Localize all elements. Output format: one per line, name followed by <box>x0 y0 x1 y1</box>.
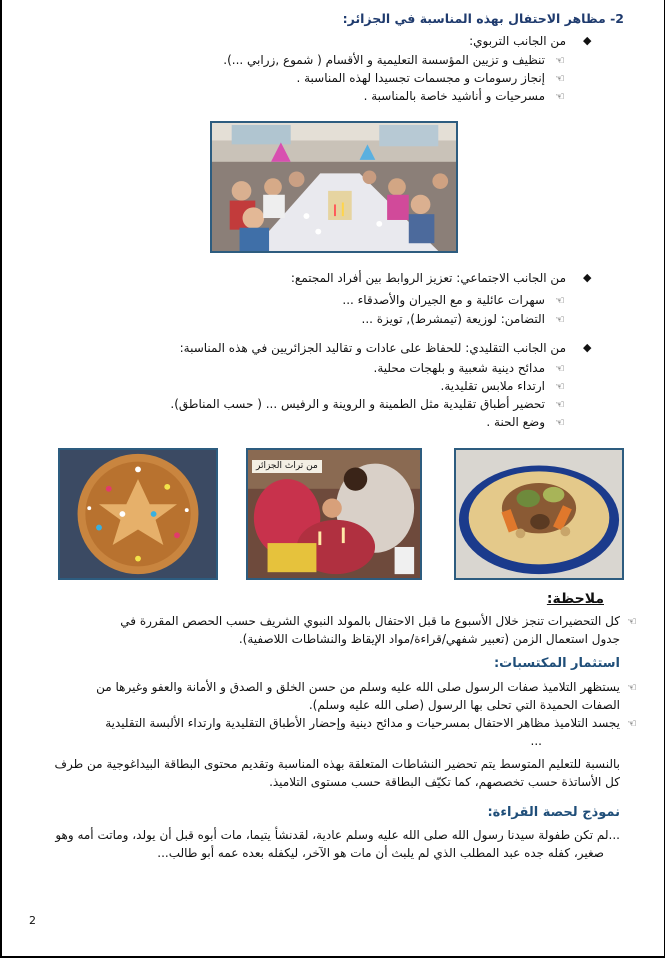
competency-line: يستظهر التلاميذ صفات الرسول صلى الله عليه وسلم من حسن الخلق و الصدق و الأمانة والعفو وغيرها من <box>96 680 620 694</box>
pointing-hand-icon: ☜ <box>555 313 565 326</box>
pointing-hand-icon: ☜ <box>627 681 637 694</box>
pointing-hand-icon: ☜ <box>555 72 565 85</box>
pointing-hand-icon: ☜ <box>555 380 565 393</box>
competencies-heading: استثمار المكتسبات: <box>493 656 620 671</box>
competency-line: الصفات الحميدة التي تحلى بها الرسول (صلى الله عليه وسلم). <box>308 698 620 712</box>
photo-caption: من تراث الجزائر <box>252 460 322 473</box>
reading-line: صغير، كفله جده عبد المطلب الذي لم يلبث أن مات هو الآخر، ليكفله بعده عمه أبو طالب... <box>157 846 604 860</box>
decorated-cake-photo <box>58 448 218 580</box>
reading-heading: نموذج لحصة القراءة: <box>487 805 620 820</box>
social-heading: من الجانب الاجتماعي: تعزيز الروابط بين أفراد المجتمع: <box>290 271 566 285</box>
pointing-hand-icon: ☜ <box>555 362 565 375</box>
pointing-hand-icon: ☜ <box>555 416 565 429</box>
educational-heading: من الجانب التربوي: <box>469 34 566 48</box>
note-line: جدول استعمال الزمن (تعبير شفهي/قراءة/مواد الإيقاظ والنشاطات اللاصفية). <box>238 632 620 646</box>
list-item: تنظيف و تزيين المؤسسة التعليمية و الأقسام ( شموع ,زرابي ...). <box>223 53 545 67</box>
list-item: مسرحيات و أناشيد خاصة بالمناسبة . <box>363 89 545 103</box>
list-item: مدائح دينية شعبية و بلهجات محلية. <box>373 361 545 375</box>
competency-paragraph-line: كل الأساتذة حسب تخصصهم، كما تكيّف البطاقة حسب مستوى التلاميذ. <box>269 775 620 789</box>
diamond-icon: ◆ <box>583 34 592 47</box>
list-item: التضامن: لوزيعة (تيمشرط), تويزة ... <box>361 312 545 326</box>
list-item: سهرات عائلية و مع الجيران والأصدقاء ... <box>342 293 545 307</box>
list-item: تحضير أطباق تقليدية مثل الطمينة و الروينة و الرفيس ... ( حسب المناطق). <box>170 397 545 411</box>
section-title: 2- مظاهر الاحتفال بهذه المناسبة في الجزائر: <box>342 11 624 26</box>
couscous-dish-photo <box>454 448 624 580</box>
page-number: 2 <box>29 914 36 927</box>
list-item: وضع الحنة . <box>486 415 545 429</box>
pointing-hand-icon: ☜ <box>555 294 565 307</box>
diamond-icon: ◆ <box>583 341 592 354</box>
pointing-hand-icon: ☜ <box>555 90 565 103</box>
competency-line: يجسد التلاميذ مظاهر الاحتفال بمسرحيات و مدائح دينية وإحضار الأطباق التقليدية وارتداء الألبسة التقليدية <box>105 716 620 730</box>
reading-line: ...لم تكن طفولة سيدنا رسول الله صلى الله عليه وسلم عادية، لقدنشأ يتيما، مات أبوه قبل أن يولد، وماتت أمه وهو <box>55 828 620 842</box>
pointing-hand-icon: ☜ <box>555 54 565 67</box>
diamond-icon: ◆ <box>583 271 592 284</box>
pointing-hand-icon: ☜ <box>627 717 637 730</box>
pointing-hand-icon: ☜ <box>627 615 637 628</box>
competency-line: ... <box>530 734 542 748</box>
traditional-heading: من الجانب التقليدي: للحفاظ على عادات و تقاليد الجزائريين في هذه المناسبة: <box>179 341 566 355</box>
henna-ceremony-photo <box>246 448 422 580</box>
list-item: إنجاز رسومات و مجسمات تجسيدا لهذه المناسبة . <box>296 71 545 85</box>
note-line: كل التحضيرات تنجز خلال الأسبوع ما قبل الاحتفال بالمولد النبوي الشريف حسب الحصص المقررة في <box>120 614 620 628</box>
competency-paragraph-line: بالنسبة للتعليم المتوسط يتم تحضير النشاطات المتعلقة بهذه المناسبة وتقديم محتوى البطاقة البيداغوجية من طرف <box>54 757 620 771</box>
note-heading: ملاحظة: <box>546 591 604 607</box>
pointing-hand-icon: ☜ <box>555 398 565 411</box>
children-celebration-photo <box>210 121 458 253</box>
list-item: ارتداء ملابس تقليدية. <box>440 379 545 393</box>
